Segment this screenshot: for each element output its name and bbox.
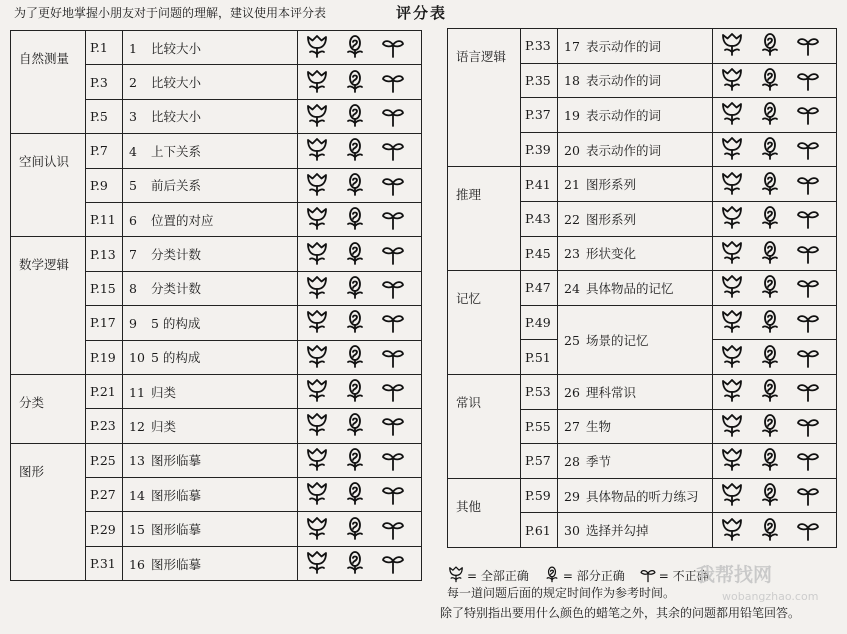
question-label: 分类计数 bbox=[151, 281, 202, 297]
score-marks bbox=[298, 340, 422, 374]
tulip-full-icon[interactable] bbox=[713, 343, 751, 369]
bud-partial-icon[interactable] bbox=[751, 343, 789, 369]
sprout-wrong-icon[interactable] bbox=[374, 343, 412, 369]
left-score-table bbox=[10, 30, 422, 581]
bud-partial-icon[interactable] bbox=[336, 515, 374, 541]
question-number: 17 bbox=[564, 38, 580, 54]
bud-partial-icon[interactable] bbox=[751, 516, 789, 542]
legend-partial-label: = 部分正确 bbox=[562, 569, 625, 583]
sprout-wrong-icon[interactable] bbox=[374, 446, 412, 472]
question-label: 表示动作的词 bbox=[586, 38, 662, 54]
question-number: 11 bbox=[129, 384, 145, 400]
table-row bbox=[11, 31, 422, 65]
bud-partial-icon[interactable] bbox=[751, 308, 789, 334]
question-number: 10 bbox=[129, 350, 145, 366]
tulip-full-icon[interactable] bbox=[298, 377, 336, 403]
note-crayon: 除了特别指出要用什么颜色的蜡笔之外，其余的问题都用铅笔回答。 bbox=[440, 606, 801, 620]
tulip-full-icon[interactable] bbox=[298, 411, 336, 437]
category-label: 常识 bbox=[448, 374, 521, 478]
question-number: 4 bbox=[129, 143, 137, 159]
category-label: 空间认识 bbox=[11, 134, 86, 237]
page-number: P.21 bbox=[86, 374, 123, 408]
score-marks bbox=[713, 513, 837, 548]
tulip-full-icon[interactable] bbox=[298, 274, 336, 300]
question-label: 图形系列 bbox=[586, 177, 637, 193]
tulip-full-icon[interactable] bbox=[713, 204, 751, 230]
score-marks bbox=[298, 443, 422, 477]
bud-partial-icon[interactable] bbox=[336, 274, 374, 300]
tulip-full-icon[interactable] bbox=[713, 481, 751, 507]
question-cell bbox=[123, 271, 298, 305]
question-label: 比较大小 bbox=[151, 109, 202, 125]
question-cell bbox=[123, 202, 298, 236]
question-cell bbox=[558, 305, 713, 374]
legend-wrong-label: = 不正确 bbox=[658, 569, 709, 583]
question-label: 归类 bbox=[151, 418, 177, 434]
score-marks bbox=[298, 409, 422, 443]
table-row bbox=[11, 374, 422, 408]
score-marks bbox=[298, 202, 422, 236]
table-row bbox=[448, 374, 837, 409]
score-marks bbox=[298, 478, 422, 512]
score-marks bbox=[298, 306, 422, 340]
question-number: 15 bbox=[129, 522, 145, 538]
tulip-full-icon[interactable] bbox=[713, 516, 751, 542]
question-cell bbox=[123, 409, 298, 443]
score-marks bbox=[713, 271, 837, 306]
bud-partial-icon[interactable] bbox=[336, 240, 374, 266]
question-number: 16 bbox=[129, 556, 145, 572]
sprout-wrong-icon[interactable] bbox=[374, 102, 412, 128]
question-number: 1 bbox=[129, 40, 137, 56]
question-number: 28 bbox=[564, 453, 580, 469]
question-number: 12 bbox=[129, 418, 145, 434]
sprout-wrong-icon[interactable] bbox=[374, 377, 412, 403]
question-label: 前后关系 bbox=[151, 178, 202, 194]
category-label: 分类 bbox=[11, 374, 86, 443]
bud-partial-icon[interactable] bbox=[336, 446, 374, 472]
bud-partial-icon[interactable] bbox=[336, 480, 374, 506]
bud-partial-icon[interactable] bbox=[336, 136, 374, 162]
bud-partial-icon[interactable] bbox=[751, 273, 789, 299]
question-number: 7 bbox=[129, 247, 137, 263]
bud-partial-icon[interactable] bbox=[336, 33, 374, 59]
question-cell bbox=[558, 201, 713, 236]
sprout-wrong-icon[interactable] bbox=[374, 68, 412, 94]
tulip-full-icon[interactable] bbox=[713, 273, 751, 299]
question-label: 位置的对应 bbox=[151, 212, 214, 228]
sprout-wrong-icon[interactable] bbox=[789, 239, 827, 265]
bud-partial-icon[interactable] bbox=[751, 377, 789, 403]
question-number: 13 bbox=[129, 453, 145, 469]
sprout-wrong-icon[interactable] bbox=[789, 446, 827, 472]
question-cell bbox=[123, 65, 298, 99]
sprout-wrong-icon[interactable] bbox=[789, 204, 827, 230]
bud-partial-icon[interactable] bbox=[751, 135, 789, 161]
tulip-full-icon[interactable] bbox=[298, 446, 336, 472]
question-label: 场景的记忆 bbox=[586, 332, 649, 348]
tulip-full-icon[interactable] bbox=[298, 308, 336, 334]
question-cell bbox=[558, 29, 713, 64]
page-number: P.53 bbox=[521, 374, 558, 409]
question-label: 5 的构成 bbox=[151, 315, 201, 331]
score-marks bbox=[713, 167, 837, 202]
page-number: P.9 bbox=[86, 168, 123, 202]
question-number: 6 bbox=[129, 212, 137, 228]
sprout-wrong-icon[interactable] bbox=[374, 411, 412, 437]
question-number: 25 bbox=[564, 332, 580, 348]
question-label: 生物 bbox=[586, 419, 612, 435]
page-number: P.7 bbox=[86, 134, 123, 168]
sprout-wrong-icon[interactable] bbox=[374, 205, 412, 231]
page-number: P.5 bbox=[86, 99, 123, 133]
question-number: 9 bbox=[129, 315, 137, 331]
question-cell bbox=[123, 512, 298, 546]
bud-partial-icon bbox=[543, 565, 563, 586]
bud-partial-icon[interactable] bbox=[336, 343, 374, 369]
sprout-wrong-icon[interactable] bbox=[789, 66, 827, 92]
page-number: P.37 bbox=[521, 98, 558, 133]
score-marks bbox=[713, 409, 837, 444]
page-number: P.41 bbox=[521, 167, 558, 202]
page-number: P.61 bbox=[521, 513, 558, 548]
table-row bbox=[448, 167, 837, 202]
question-label: 选择并勾掉 bbox=[586, 523, 649, 539]
category-label: 推理 bbox=[448, 167, 521, 271]
page-number: P.15 bbox=[86, 271, 123, 305]
table-row bbox=[11, 134, 422, 168]
question-cell bbox=[558, 132, 713, 167]
bud-partial-icon[interactable] bbox=[336, 549, 374, 575]
legend-full bbox=[447, 565, 529, 586]
sprout-wrong-icon[interactable] bbox=[374, 480, 412, 506]
question-number: 8 bbox=[129, 281, 137, 297]
intro-text: 为了更好地掌握小朋友对于问题的理解，建议使用本评分表 bbox=[14, 6, 327, 20]
question-label: 理科常识 bbox=[586, 384, 637, 400]
tulip-full-icon[interactable] bbox=[298, 33, 336, 59]
bud-partial-icon[interactable] bbox=[336, 377, 374, 403]
score-marks bbox=[298, 546, 422, 580]
bud-partial-icon[interactable] bbox=[751, 481, 789, 507]
bud-partial-icon[interactable] bbox=[751, 239, 789, 265]
bud-partial-icon[interactable] bbox=[751, 31, 789, 57]
score-marks bbox=[713, 478, 837, 513]
tulip-full-icon[interactable] bbox=[713, 446, 751, 472]
tulip-full-icon[interactable] bbox=[298, 549, 336, 575]
question-label: 分类计数 bbox=[151, 247, 202, 263]
question-cell bbox=[123, 340, 298, 374]
question-cell bbox=[123, 168, 298, 202]
question-cell bbox=[123, 99, 298, 133]
score-marks bbox=[298, 168, 422, 202]
page-number: P.3 bbox=[86, 65, 123, 99]
page-number: P.31 bbox=[86, 546, 123, 580]
score-marks bbox=[713, 340, 837, 375]
score-marks bbox=[298, 374, 422, 408]
score-marks bbox=[713, 132, 837, 167]
score-marks bbox=[298, 65, 422, 99]
question-number: 30 bbox=[564, 523, 580, 539]
sprout-wrong-icon[interactable] bbox=[789, 481, 827, 507]
score-marks bbox=[713, 201, 837, 236]
category-label: 自然测量 bbox=[11, 31, 86, 134]
sprout-wrong-icon[interactable] bbox=[789, 308, 827, 334]
tulip-full-icon[interactable] bbox=[713, 66, 751, 92]
legend-partial bbox=[543, 565, 625, 586]
question-label: 表示动作的词 bbox=[586, 107, 662, 123]
question-cell bbox=[558, 444, 713, 479]
watermark-url: wobangzhao.com bbox=[722, 590, 819, 603]
question-label: 归类 bbox=[151, 384, 177, 400]
legend bbox=[447, 565, 723, 586]
table-row bbox=[11, 237, 422, 271]
question-cell bbox=[558, 98, 713, 133]
sprout-wrong-icon[interactable] bbox=[374, 515, 412, 541]
score-marks bbox=[713, 98, 837, 133]
tulip-full-icon[interactable] bbox=[298, 343, 336, 369]
category-label: 语言逻辑 bbox=[448, 29, 521, 167]
page-number: P.19 bbox=[86, 340, 123, 374]
sprout-wrong-icon[interactable] bbox=[789, 170, 827, 196]
bud-partial-icon[interactable] bbox=[751, 412, 789, 438]
page-number: P.27 bbox=[86, 478, 123, 512]
question-cell bbox=[123, 374, 298, 408]
bud-partial-icon[interactable] bbox=[751, 170, 789, 196]
question-cell bbox=[123, 237, 298, 271]
score-marks bbox=[298, 134, 422, 168]
tulip-full-icon[interactable] bbox=[298, 205, 336, 231]
tulip-full-icon[interactable] bbox=[713, 135, 751, 161]
table-row bbox=[448, 478, 837, 513]
page-number: P.29 bbox=[86, 512, 123, 546]
question-label: 季节 bbox=[586, 453, 612, 469]
question-number: 3 bbox=[129, 109, 137, 125]
sprout-wrong-icon[interactable] bbox=[374, 240, 412, 266]
page-number: P.17 bbox=[86, 306, 123, 340]
sprout-wrong-icon[interactable] bbox=[374, 308, 412, 334]
sprout-wrong-icon[interactable] bbox=[789, 412, 827, 438]
tulip-full-icon[interactable] bbox=[713, 100, 751, 126]
tulip-full-icon[interactable] bbox=[298, 480, 336, 506]
category-label: 记忆 bbox=[448, 271, 521, 375]
page-number: P.13 bbox=[86, 237, 123, 271]
tulip-full-icon[interactable] bbox=[713, 377, 751, 403]
table-row bbox=[448, 29, 837, 64]
page-number: P.45 bbox=[521, 236, 558, 271]
sprout-wrong-icon[interactable] bbox=[374, 274, 412, 300]
right-score-table bbox=[447, 28, 837, 548]
question-label: 比较大小 bbox=[151, 75, 202, 91]
page-number: P.25 bbox=[86, 443, 123, 477]
category-label: 其他 bbox=[448, 478, 521, 547]
question-number: 27 bbox=[564, 419, 580, 435]
question-number: 19 bbox=[564, 107, 580, 123]
question-cell bbox=[558, 513, 713, 548]
bud-partial-icon[interactable] bbox=[336, 171, 374, 197]
note-time: 每一道问题后面的规定时间作为参考时间。 bbox=[447, 586, 676, 600]
question-label: 5 的构成 bbox=[151, 350, 201, 366]
question-cell bbox=[558, 271, 713, 306]
question-number: 2 bbox=[129, 75, 137, 91]
question-label: 图形临摹 bbox=[151, 556, 202, 572]
sprout-wrong-icon[interactable] bbox=[789, 100, 827, 126]
tulip-full-icon[interactable] bbox=[298, 171, 336, 197]
tulip-full-icon[interactable] bbox=[298, 68, 336, 94]
page-number: P.11 bbox=[86, 202, 123, 236]
score-marks bbox=[713, 63, 837, 98]
sprout-wrong-icon[interactable] bbox=[789, 31, 827, 57]
score-marks bbox=[298, 271, 422, 305]
bud-partial-icon[interactable] bbox=[751, 100, 789, 126]
sprout-wrong-icon[interactable] bbox=[789, 273, 827, 299]
bud-partial-icon[interactable] bbox=[751, 204, 789, 230]
question-cell bbox=[123, 134, 298, 168]
page-number: P.39 bbox=[521, 132, 558, 167]
question-label: 表示动作的词 bbox=[586, 142, 662, 158]
question-label: 图形系列 bbox=[586, 211, 637, 227]
page-number: P.43 bbox=[521, 201, 558, 236]
page-number: P.57 bbox=[521, 444, 558, 479]
sprout-wrong-icon[interactable] bbox=[789, 516, 827, 542]
question-number: 26 bbox=[564, 384, 580, 400]
legend-full-label: = 全部正确 bbox=[467, 569, 529, 583]
bud-partial-icon[interactable] bbox=[336, 205, 374, 231]
question-cell bbox=[123, 443, 298, 477]
page-number: P.59 bbox=[521, 478, 558, 513]
score-marks bbox=[713, 444, 837, 479]
bud-partial-icon[interactable] bbox=[751, 66, 789, 92]
tulip-full-icon bbox=[447, 565, 467, 586]
question-cell bbox=[558, 63, 713, 98]
watermark-logo: 我帮找网 bbox=[696, 564, 773, 586]
bud-partial-icon[interactable] bbox=[751, 446, 789, 472]
question-number: 22 bbox=[564, 211, 580, 227]
sprout-wrong-icon[interactable] bbox=[374, 171, 412, 197]
page-number: P.49 bbox=[521, 305, 558, 340]
question-label: 图形临摹 bbox=[151, 453, 202, 469]
question-number: 20 bbox=[564, 142, 580, 158]
category-label: 数学逻辑 bbox=[11, 237, 86, 375]
bud-partial-icon[interactable] bbox=[336, 68, 374, 94]
question-label: 比较大小 bbox=[151, 40, 202, 56]
question-cell bbox=[558, 236, 713, 271]
question-number: 5 bbox=[129, 178, 137, 194]
category-label: 图形 bbox=[11, 443, 86, 581]
question-cell bbox=[558, 478, 713, 513]
question-number: 18 bbox=[564, 73, 580, 89]
score-marks bbox=[713, 305, 837, 340]
sprout-wrong-icon[interactable] bbox=[374, 549, 412, 575]
tulip-full-icon[interactable] bbox=[713, 31, 751, 57]
tulip-full-icon[interactable] bbox=[298, 515, 336, 541]
score-marks bbox=[298, 512, 422, 546]
question-number: 29 bbox=[564, 488, 580, 504]
question-label: 图形临摹 bbox=[151, 487, 202, 503]
table-row bbox=[448, 271, 837, 306]
score-marks bbox=[298, 99, 422, 133]
question-cell bbox=[558, 374, 713, 409]
question-label: 上下关系 bbox=[151, 143, 202, 159]
question-number: 24 bbox=[564, 280, 580, 296]
sprout-wrong-icon[interactable] bbox=[374, 33, 412, 59]
tulip-full-icon[interactable] bbox=[298, 240, 336, 266]
table-row bbox=[11, 443, 422, 477]
page-title: 评分表 bbox=[396, 4, 448, 22]
sprout-wrong-icon[interactable] bbox=[789, 135, 827, 161]
question-number: 23 bbox=[564, 246, 580, 262]
sprout-wrong-icon[interactable] bbox=[789, 343, 827, 369]
score-marks bbox=[713, 236, 837, 271]
score-marks bbox=[298, 31, 422, 65]
question-label: 形状变化 bbox=[586, 246, 637, 262]
page-number: P.51 bbox=[521, 340, 558, 375]
question-cell bbox=[123, 546, 298, 580]
page-number: P.1 bbox=[86, 31, 123, 65]
score-marks bbox=[713, 29, 837, 64]
tulip-full-icon[interactable] bbox=[713, 308, 751, 334]
question-cell bbox=[123, 31, 298, 65]
question-number: 21 bbox=[564, 177, 580, 193]
tulip-full-icon[interactable] bbox=[298, 136, 336, 162]
bud-partial-icon[interactable] bbox=[336, 102, 374, 128]
score-marks bbox=[298, 237, 422, 271]
question-label: 具体物品的记忆 bbox=[586, 280, 674, 296]
question-cell bbox=[123, 306, 298, 340]
bud-partial-icon[interactable] bbox=[336, 411, 374, 437]
score-marks bbox=[713, 374, 837, 409]
sprout-wrong-icon[interactable] bbox=[789, 377, 827, 403]
sprout-wrong-icon[interactable] bbox=[374, 136, 412, 162]
page-number: P.33 bbox=[521, 29, 558, 64]
question-cell bbox=[558, 409, 713, 444]
question-number: 14 bbox=[129, 487, 145, 503]
question-label: 图形临摹 bbox=[151, 522, 202, 538]
page-number: P.47 bbox=[521, 271, 558, 306]
page-number: P.35 bbox=[521, 63, 558, 98]
bud-partial-icon[interactable] bbox=[336, 308, 374, 334]
page-number: P.23 bbox=[86, 409, 123, 443]
tulip-full-icon[interactable] bbox=[298, 102, 336, 128]
sprout-wrong-icon bbox=[639, 565, 659, 586]
tulip-full-icon[interactable] bbox=[713, 170, 751, 196]
tulip-full-icon[interactable] bbox=[713, 412, 751, 438]
tulip-full-icon[interactable] bbox=[713, 239, 751, 265]
question-cell bbox=[558, 167, 713, 202]
question-cell bbox=[123, 478, 298, 512]
question-label: 具体物品的听力练习 bbox=[586, 488, 699, 504]
page-number: P.55 bbox=[521, 409, 558, 444]
question-label: 表示动作的词 bbox=[586, 73, 662, 89]
